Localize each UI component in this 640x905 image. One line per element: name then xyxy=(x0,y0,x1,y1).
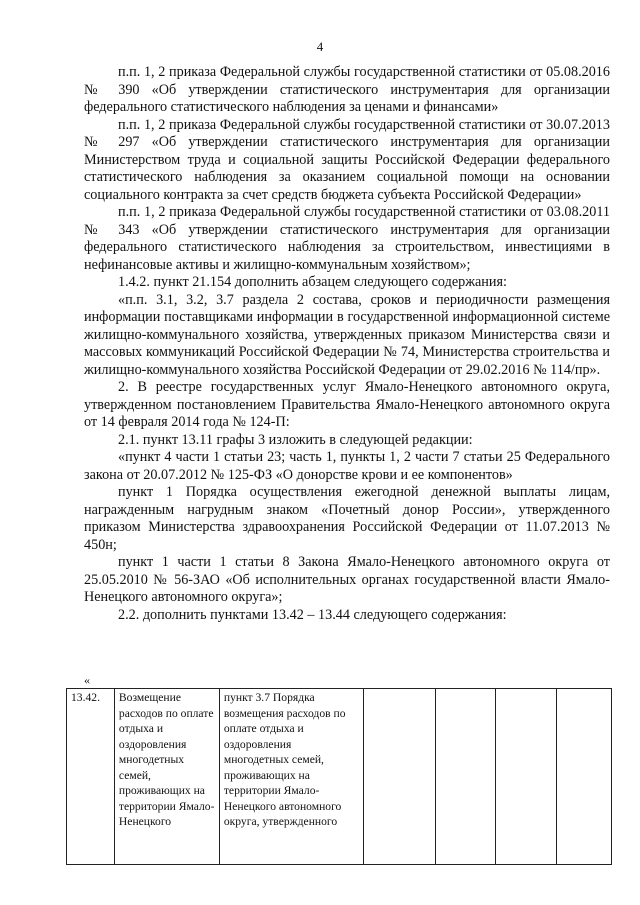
paragraph: п.п. 1, 2 приказа Федеральной службы государственной статистики от 03.08.2011 № 343 «Об утверждении статистического инструментария для организации федерального статистического наблюдения за строительством, инвестициями в нефинансовые активы и жилищно-коммунальным хозяйством»; xyxy=(84,204,610,273)
paragraph: «п.п. 3.1, 3.2, 3.7 раздела 2 состава, сроков и периодичности размещения информации поставщиками информации в государственной информационной системе жилищно-коммунального хозяйства, утвержденных приказом Министерства связи и массовых коммуникаций Российской Федерации № 74, Министерства строительства и жилищно-коммунального хозяйства Российской Федерации от 29.02.2016 № 114/пр». xyxy=(84,291,610,378)
paragraph: пункт 1 Порядка осуществления ежегодной денежной выплаты лицам, награжденным нагрудным знаком «Почетный донор России», утвержденного приказом Министерства здравоохранения Российской Федерации от 11.07.2013 № 450н; xyxy=(84,484,610,553)
table-cell-service-name: Возмещение расходов по оплате отдыха и оздоровления многодетных семей, проживающих на территории Ямало-Ненецкого xyxy=(114,689,219,865)
opening-quote-mark: « xyxy=(84,673,90,687)
paragraph: «пункт 4 части 1 статьи 23; часть 1, пункты 1, 2 части 7 статьи 25 Федерального закона от 20.07.2012 № 125-ФЗ «О донорстве крови и ее компонентов» xyxy=(84,449,610,483)
table-row xyxy=(67,689,612,865)
table-cell-empty xyxy=(364,689,436,865)
paragraph: 2.1. пункт 13.11 графы 3 изложить в следующей редакции: xyxy=(118,431,473,448)
paragraph: 2.2. дополнить пунктами 13.42 – 13.44 следующего содержания: xyxy=(118,606,507,623)
table-cell-number: 13.42. xyxy=(67,689,115,865)
table-cell-legal-basis: пункт 3.7 Порядка возмещения расходов по оплате отдыха и оздоровления многодетных семей, проживающих на территории Ямало-Ненецкого автономного округа, утвержденного xyxy=(219,689,363,865)
registry-table xyxy=(66,688,612,865)
paragraph: пункт 1 части 1 статьи 8 Закона Ямало-Ненецкого автономного округа от 25.05.2010 № 56-ЗАО «Об исполнительных органах государственной власти Ямало-Ненецкого автономного округа»; xyxy=(84,554,610,605)
page-number: 4 xyxy=(316,39,324,54)
paragraph: 1.4.2. пункт 21.154 дополнить абзацем следующего содержания: xyxy=(118,274,507,290)
paragraph: 2. В реестре государственных услуг Ямало-Ненецкого автономного округа, утвержденном постановлением Правительства Ямало-Ненецкого автономного округа от 14 февраля 2014 года № 124-П: xyxy=(84,379,610,430)
table-cell-empty xyxy=(436,689,496,865)
table-cell-empty xyxy=(496,689,556,865)
table-cell-empty xyxy=(556,689,611,865)
paragraph: п.п. 1, 2 приказа Федеральной службы государственной статистики от 05.08.2016 № 390 «Об утверждении статистического инструментария для организации федерального статистического наблюдения за ценами и финансами» xyxy=(84,64,610,115)
document-body xyxy=(84,64,610,624)
paragraph: п.п. 1, 2 приказа Федеральной службы государственной статистики от 30.07.2013 № 297 «Об утверждении статистического инструментария для организации Министерством труда и социальной защиты Российской Федерации федерального статистического наблюдения за оказанием социальной помощи на основании социального контракта за счет средств бюджета субъекта Российской Федерации» xyxy=(84,116,610,203)
